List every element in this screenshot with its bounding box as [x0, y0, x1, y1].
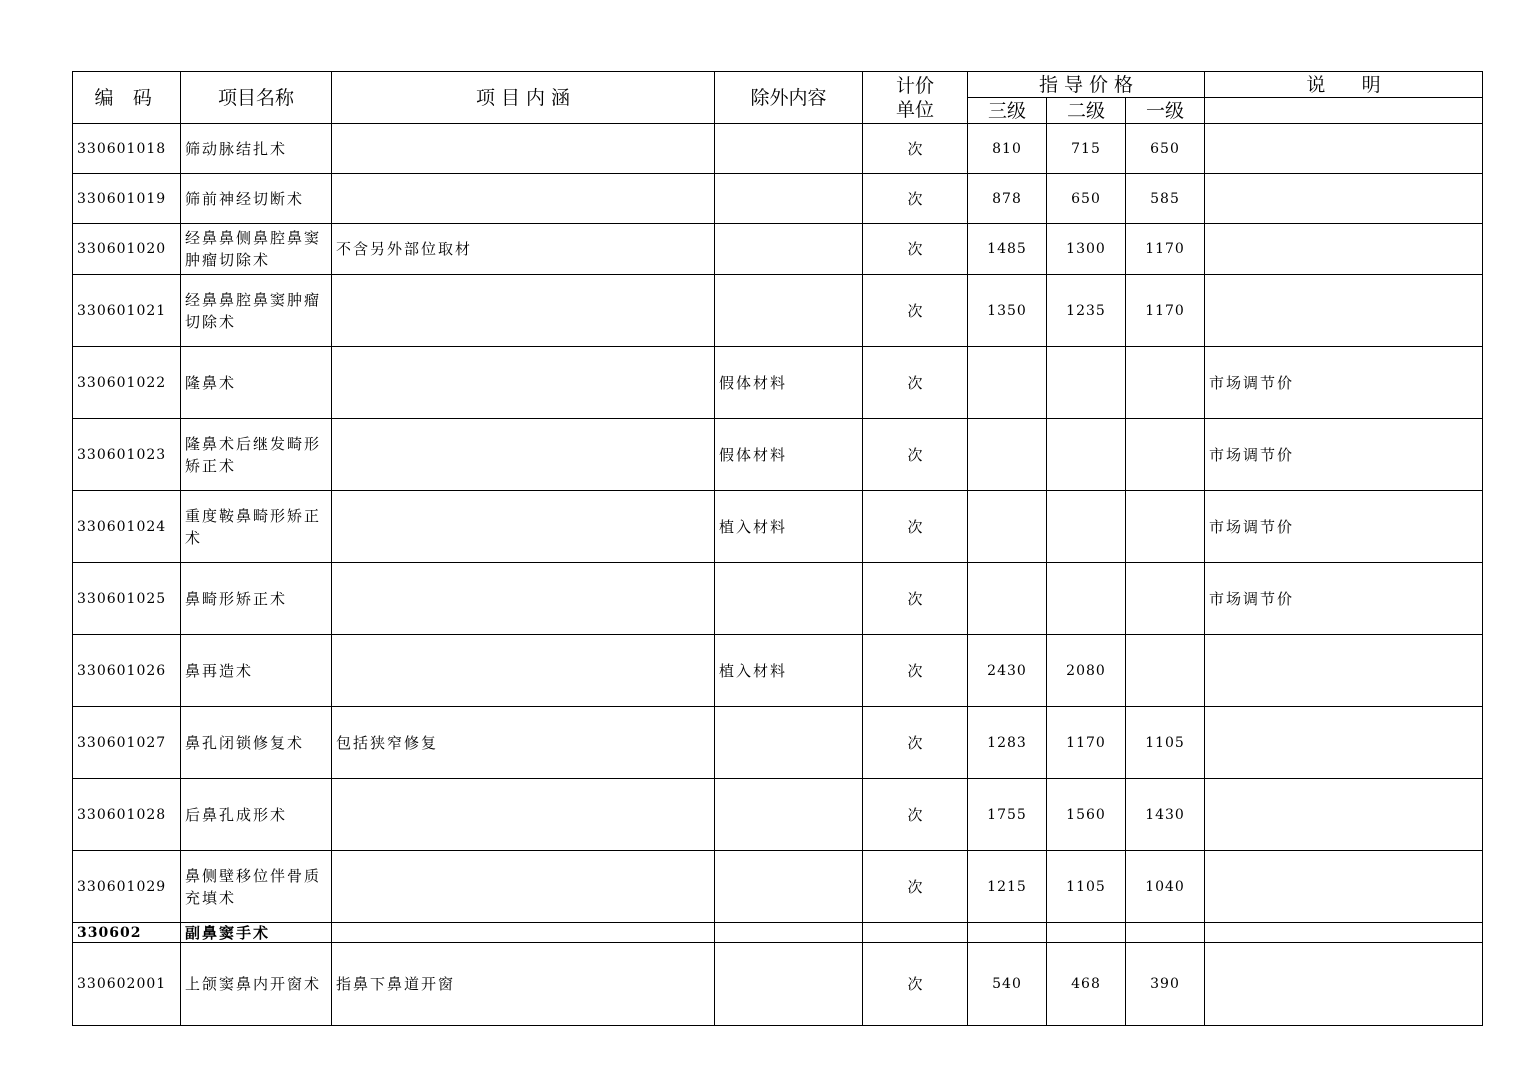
row-price-level1: 585 [1126, 174, 1205, 224]
row-price-level3: 2430 [968, 635, 1047, 707]
row-name: 重度鞍鼻畸形矫正术 [181, 491, 332, 563]
row-code: 330601024 [73, 491, 181, 563]
row-price-level1: 1040 [1126, 851, 1205, 923]
header-level3: 三级 [968, 98, 1047, 124]
row-unit: 次 [863, 174, 968, 224]
row-unit: 次 [863, 491, 968, 563]
row-unit: 次 [863, 563, 968, 635]
row-price-level2: 1300 [1047, 224, 1126, 275]
row-content [332, 347, 715, 419]
row-price-level1: 390 [1126, 943, 1205, 1026]
row-content [332, 491, 715, 563]
row-note [1205, 943, 1483, 1026]
row-code: 330601018 [73, 124, 181, 174]
header-name: 项目名称 [181, 72, 332, 124]
row-note [1205, 224, 1483, 275]
row-note: 市场调节价 [1205, 563, 1483, 635]
row-note: 市场调节价 [1205, 491, 1483, 563]
row-price-level1: 650 [1126, 124, 1205, 174]
row-code: 330601021 [73, 275, 181, 347]
row-price-level2: 1235 [1047, 275, 1126, 347]
row-note [1205, 707, 1483, 779]
row-price-level1 [1126, 923, 1205, 943]
row-note [1205, 635, 1483, 707]
row-price-level1: 1170 [1126, 275, 1205, 347]
row-name: 隆鼻术后继发畸形矫正术 [181, 419, 332, 491]
row-price-level1 [1126, 347, 1205, 419]
row-price-level3: 1215 [968, 851, 1047, 923]
row-price-level2 [1047, 923, 1126, 943]
row-code: 330601028 [73, 779, 181, 851]
row-price-level1: 1430 [1126, 779, 1205, 851]
row-price-level3: 1350 [968, 275, 1047, 347]
row-excluded: 假体材料 [715, 347, 863, 419]
row-price-level2 [1047, 419, 1126, 491]
row-code: 330601026 [73, 635, 181, 707]
row-price-level1 [1126, 419, 1205, 491]
row-price-level1: 1170 [1126, 224, 1205, 275]
table-header [73, 72, 1483, 124]
table-row [73, 635, 1483, 707]
row-code: 330601022 [73, 347, 181, 419]
table-row [73, 851, 1483, 923]
row-price-level2: 1560 [1047, 779, 1126, 851]
header-note: 说 明 [1205, 72, 1483, 98]
row-excluded [715, 943, 863, 1026]
table-row [73, 124, 1483, 174]
row-note [1205, 275, 1483, 347]
row-excluded [715, 851, 863, 923]
table-body [73, 124, 1483, 1026]
row-excluded [715, 224, 863, 275]
header-content: 项 目 内 涵 [332, 72, 715, 124]
row-code: 330601020 [73, 224, 181, 275]
row-code: 330601027 [73, 707, 181, 779]
row-code: 330601025 [73, 563, 181, 635]
row-unit: 次 [863, 779, 968, 851]
row-name: 经鼻鼻侧鼻腔鼻窦肿瘤切除术 [181, 224, 332, 275]
row-excluded: 假体材料 [715, 419, 863, 491]
row-unit: 次 [863, 635, 968, 707]
table-row [73, 779, 1483, 851]
row-price-level2: 715 [1047, 124, 1126, 174]
row-excluded [715, 923, 863, 943]
table-row [73, 491, 1483, 563]
header-unit: 计价 单位 [863, 72, 968, 124]
table-row [73, 347, 1483, 419]
row-content [332, 923, 715, 943]
row-unit: 次 [863, 943, 968, 1026]
row-price-level2 [1047, 563, 1126, 635]
row-code: 330601023 [73, 419, 181, 491]
row-note [1205, 779, 1483, 851]
row-price-level2: 1170 [1047, 707, 1126, 779]
row-note [1205, 174, 1483, 224]
row-unit: 次 [863, 224, 968, 275]
row-content [332, 563, 715, 635]
row-content [332, 635, 715, 707]
row-unit: 次 [863, 347, 968, 419]
row-excluded [715, 563, 863, 635]
row-price-level2: 650 [1047, 174, 1126, 224]
row-name: 上颌窦鼻内开窗术 [181, 943, 332, 1026]
row-price-level3 [968, 419, 1047, 491]
row-name: 鼻孔闭锁修复术 [181, 707, 332, 779]
row-price-level2 [1047, 491, 1126, 563]
row-note [1205, 124, 1483, 174]
row-price-level3: 878 [968, 174, 1047, 224]
header-code: 编 码 [73, 72, 181, 124]
row-price-level3: 810 [968, 124, 1047, 174]
header-level2: 二级 [1047, 98, 1126, 124]
row-content: 指鼻下鼻道开窗 [332, 943, 715, 1026]
table-row [73, 174, 1483, 224]
row-name: 后鼻孔成形术 [181, 779, 332, 851]
row-unit: 次 [863, 419, 968, 491]
row-excluded [715, 124, 863, 174]
row-excluded: 植入材料 [715, 491, 863, 563]
price-table [72, 71, 1483, 1026]
table-row [73, 419, 1483, 491]
row-code: 330602001 [73, 943, 181, 1026]
row-price-level3: 540 [968, 943, 1047, 1026]
row-price-level1 [1126, 491, 1205, 563]
row-price-level3 [968, 347, 1047, 419]
row-excluded [715, 779, 863, 851]
row-name: 筛前神经切断术 [181, 174, 332, 224]
row-name: 鼻再造术 [181, 635, 332, 707]
table-row [73, 275, 1483, 347]
row-excluded [715, 174, 863, 224]
row-name: 经鼻鼻腔鼻窦肿瘤切除术 [181, 275, 332, 347]
row-code: 330601029 [73, 851, 181, 923]
row-unit [863, 923, 968, 943]
table-row [73, 707, 1483, 779]
row-content [332, 174, 715, 224]
row-content: 不含另外部位取材 [332, 224, 715, 275]
table-row [73, 943, 1483, 1026]
row-price-level3: 1755 [968, 779, 1047, 851]
row-note: 市场调节价 [1205, 419, 1483, 491]
table-row [73, 563, 1483, 635]
row-note [1205, 851, 1483, 923]
row-name: 鼻侧壁移位伴骨质充填术 [181, 851, 332, 923]
row-price-level3 [968, 491, 1047, 563]
header-excluded: 除外内容 [715, 72, 863, 124]
row-price-level2: 2080 [1047, 635, 1126, 707]
row-note [1205, 923, 1483, 943]
row-price-level3 [968, 923, 1047, 943]
header-note-blank [1205, 98, 1483, 124]
row-note: 市场调节价 [1205, 347, 1483, 419]
row-price-level3: 1485 [968, 224, 1047, 275]
row-price-level1 [1126, 635, 1205, 707]
row-excluded [715, 707, 863, 779]
row-unit: 次 [863, 707, 968, 779]
row-content [332, 275, 715, 347]
row-price-level1: 1105 [1126, 707, 1205, 779]
row-price-level3: 1283 [968, 707, 1047, 779]
row-unit: 次 [863, 851, 968, 923]
row-name: 筛动脉结扎术 [181, 124, 332, 174]
row-name: 鼻畸形矫正术 [181, 563, 332, 635]
row-code: 330602 [73, 923, 181, 943]
header-level1: 一级 [1126, 98, 1205, 124]
row-price-level3 [968, 563, 1047, 635]
table-row [73, 224, 1483, 275]
row-content [332, 124, 715, 174]
row-excluded: 植入材料 [715, 635, 863, 707]
row-name: 隆鼻术 [181, 347, 332, 419]
header-price: 指 导 价 格 [968, 72, 1205, 98]
row-content: 包括狭窄修复 [332, 707, 715, 779]
row-content [332, 851, 715, 923]
row-excluded [715, 275, 863, 347]
row-code: 330601019 [73, 174, 181, 224]
row-name: 副鼻窦手术 [181, 923, 332, 943]
row-unit: 次 [863, 275, 968, 347]
row-price-level2: 1105 [1047, 851, 1126, 923]
section-row [73, 923, 1483, 943]
row-content [332, 779, 715, 851]
row-price-level2 [1047, 347, 1126, 419]
row-price-level2: 468 [1047, 943, 1126, 1026]
row-price-level1 [1126, 563, 1205, 635]
row-content [332, 419, 715, 491]
row-unit: 次 [863, 124, 968, 174]
